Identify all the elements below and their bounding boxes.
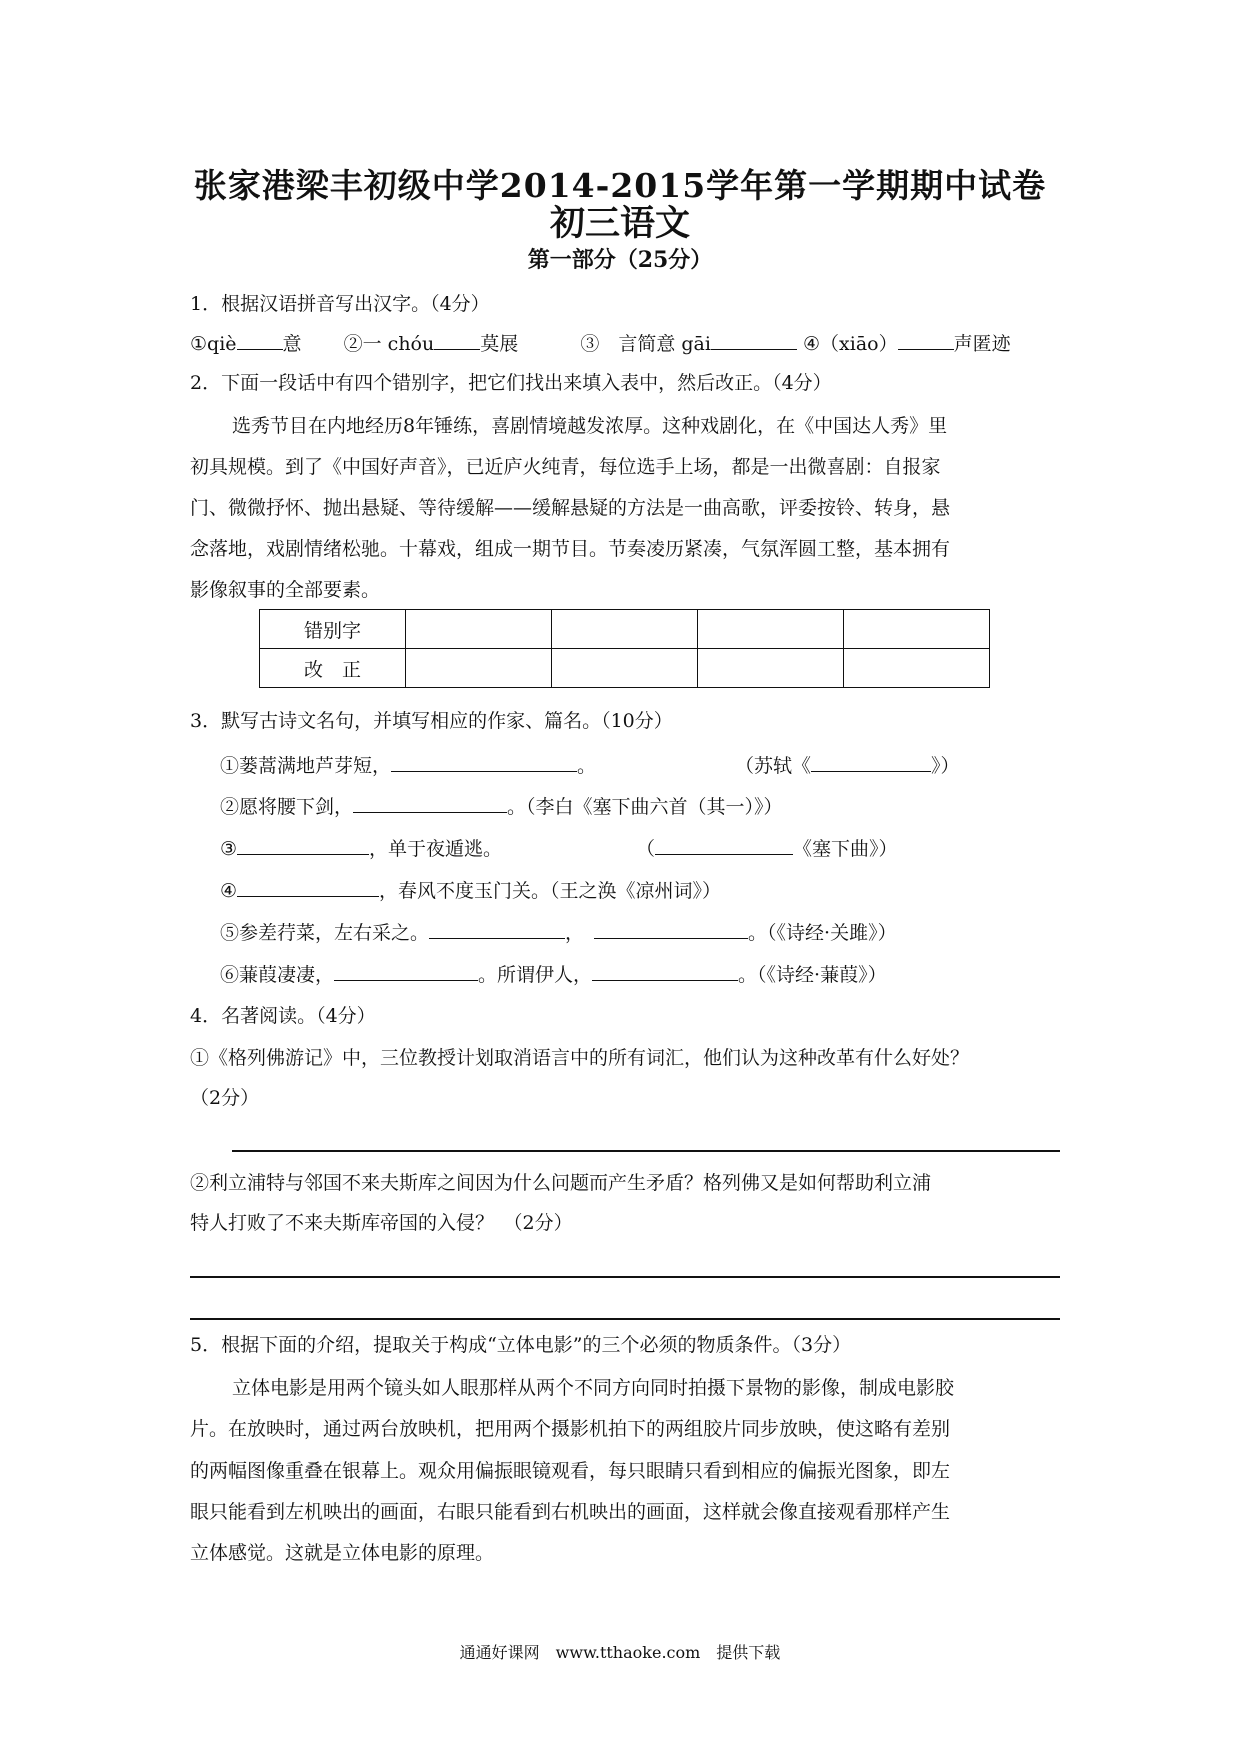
answer-cell[interactable] — [698, 649, 844, 688]
q5-line-4: 眼只能看到左机映出的画面，右眼只能看到右机映出的画面，这样就会像直接观看那样产生 — [190, 1501, 951, 1523]
q1-d-after: 声匿迹 — [953, 333, 1011, 355]
q3-l4-pre: ④ — [220, 880, 238, 902]
answer-cell[interactable] — [552, 649, 698, 688]
q3-line-3 — [220, 834, 502, 862]
q3-l5-mid: ， — [565, 922, 585, 944]
q3-l1-post-a: （苏轼《 — [735, 755, 812, 777]
q3-line-5 — [220, 918, 897, 946]
answer-cell[interactable] — [552, 610, 698, 649]
table-row — [260, 649, 990, 688]
typo-table — [259, 609, 990, 688]
answer-cell[interactable] — [406, 649, 552, 688]
section-heading: 第一部分（25分） — [527, 247, 713, 273]
q1-d-label: ④（xiāo） — [803, 333, 898, 355]
q4-part1-line2: （2分） — [190, 1087, 260, 1109]
q5-stem: 5．根据下面的介绍，提取关于构成“立体电影”的三个必须的物质条件。（3分） — [190, 1334, 852, 1356]
q3-l2-post: 。（李白《塞下曲六首（其一）》） — [507, 796, 783, 818]
q3-l4-blank[interactable] — [237, 876, 379, 897]
q5-line-1: 立体电影是用两个镜头如人眼那样从两个不同方向同时拍摄下景物的影像，制成电影胶 — [232, 1377, 955, 1399]
q1-b-blank[interactable] — [434, 329, 480, 350]
q3-line-1 — [220, 751, 596, 779]
q5-line-3: 的两幅图像重叠在银幕上。观众用偏振眼镜观看，每只眼睛只看到相应的偏振光图象，即左 — [190, 1460, 951, 1482]
q3-l3-post-a: （ — [636, 838, 656, 860]
q2-line-3: 门、微微抒怀、抛出悬疑、等待缓解——缓解悬疑的方法是一曲高歌，评委按铃、转身，悬 — [190, 497, 951, 519]
exam-subtitle: 初三语文 — [549, 203, 690, 244]
q3-l4-post: ，春风不度玉门关。（王之涣《凉州词》） — [379, 880, 722, 902]
q2-line-1: 选秀节目在内地经历8年锤练，喜剧情境越发浓厚。这种戏剧化，在《中国达人秀》里 — [232, 415, 948, 437]
q1-a-blank[interactable] — [237, 329, 283, 350]
q1-d-blank[interactable] — [898, 329, 954, 350]
table-row-label: 改 正 — [260, 649, 406, 688]
q3-l1-pre: ①蒌蒿满地芦芽短， — [220, 755, 392, 777]
q3-l5-blank-b[interactable] — [594, 918, 748, 939]
q4-part2-line2: 特人打败了不来夫斯库帝国的入侵？ （2分） — [190, 1212, 573, 1234]
q4-stem: 4．名著阅读。（4分） — [190, 1005, 376, 1027]
q1-a-after: 意 — [282, 333, 302, 355]
q3-line-4 — [220, 876, 721, 904]
q3-l3-pre: ③ — [220, 838, 238, 860]
answer-cell[interactable] — [406, 610, 552, 649]
q3-line-3-source — [636, 834, 898, 862]
q3-line-1-source — [735, 751, 960, 779]
q3-l1-post-b: 》） — [931, 755, 960, 777]
q3-l3-blank[interactable] — [237, 834, 369, 855]
q4-part2-line1: ②利立浦特与邻国不来夫斯库之间因为什么问题而产生矛盾？格列佛又是如何帮助利立浦 — [190, 1172, 932, 1194]
q3-l2-pre: ②愿将腰下剑， — [220, 796, 354, 818]
q4-answer-line-3[interactable] — [190, 1318, 1060, 1320]
q3-l2-blank[interactable] — [353, 792, 507, 813]
exam-title: 张家港梁丰初级中学2014-2015学年第一学期期中试卷 — [193, 166, 1047, 205]
q3-l3-post-b: 《塞下曲》） — [793, 838, 898, 860]
q3-l5-blank-a[interactable] — [429, 918, 565, 939]
q1-c-label: ③ 言简意 gāi — [580, 333, 711, 355]
page-footer: 通通好课网 www.tthaoke.com 提供下载 — [459, 1643, 781, 1662]
q3-l5-post: 。（《诗经·关雎》） — [748, 922, 897, 944]
q3-line-2 — [220, 792, 783, 820]
q1-stem: 1．根据汉语拼音写出汉字。（4分） — [190, 293, 490, 315]
q3-l6-blank-a[interactable] — [334, 960, 478, 981]
q3-l1-blank[interactable] — [391, 751, 577, 772]
q3-l1-source-blank[interactable] — [811, 751, 931, 772]
table-row — [260, 610, 990, 649]
answer-cell[interactable] — [844, 649, 990, 688]
q3-l6-blank-b[interactable] — [592, 960, 738, 981]
q1-a-label: ①qiè — [190, 333, 237, 355]
q3-l6-mid: 。所谓伊人， — [478, 964, 593, 986]
q5-line-5: 立体感觉。这就是立体电影的原理。 — [190, 1542, 495, 1564]
q1-b-label: ②一 chóu — [343, 333, 435, 355]
q2-line-2: 初具规模。到了《中国好声音》，已近庐火纯青，每位选手上场，都是一出微喜剧：自报家 — [190, 456, 941, 478]
q3-l6-post: 。（《诗经·蒹葭》） — [738, 964, 887, 986]
q1-items — [190, 329, 1011, 357]
q2-stem: 2．下面一段话中有四个错别字，把它们找出来填入表中，然后改正。（4分） — [190, 372, 832, 394]
q3-l3-author-blank[interactable] — [655, 834, 793, 855]
q3-l6-pre: ⑥蒹葭凄凄， — [220, 964, 335, 986]
answer-cell[interactable] — [844, 610, 990, 649]
q3-line-6 — [220, 960, 887, 988]
q4-answer-line-2[interactable] — [190, 1276, 1060, 1278]
q2-line-5: 影像叙事的全部要素。 — [190, 579, 381, 601]
q5-line-2: 片。在放映时，通过两台放映机，把用两个摄影机拍下的两组胶片同步放映，使这略有差别 — [190, 1418, 951, 1440]
answer-cell[interactable] — [698, 610, 844, 649]
q3-l1-mid: 。 — [577, 755, 597, 777]
q1-c-blank[interactable] — [711, 329, 797, 350]
q3-l5-pre: ⑤参差荇菜，左右采之。 — [220, 922, 430, 944]
q3-l3-mid: ，单于夜遁逃。 — [369, 838, 503, 860]
q4-part1-line1: ①《格列佛游记》中，三位教授计划取消语言中的所有词汇，他们认为这种改革有什么好处？ — [190, 1047, 970, 1069]
q3-stem: 3．默写古诗文名句，并填写相应的作家、篇名。（10分） — [190, 710, 673, 732]
q4-answer-line-1[interactable] — [232, 1150, 1060, 1152]
table-row-label: 错别字 — [260, 610, 406, 649]
q1-b-after: 莫展 — [480, 333, 519, 355]
q2-line-4: 念落地，戏剧情绪松驰。十幕戏，组成一期节目。节奏凌历紧凑，气氛浑圆工整，基本拥有 — [190, 538, 951, 560]
